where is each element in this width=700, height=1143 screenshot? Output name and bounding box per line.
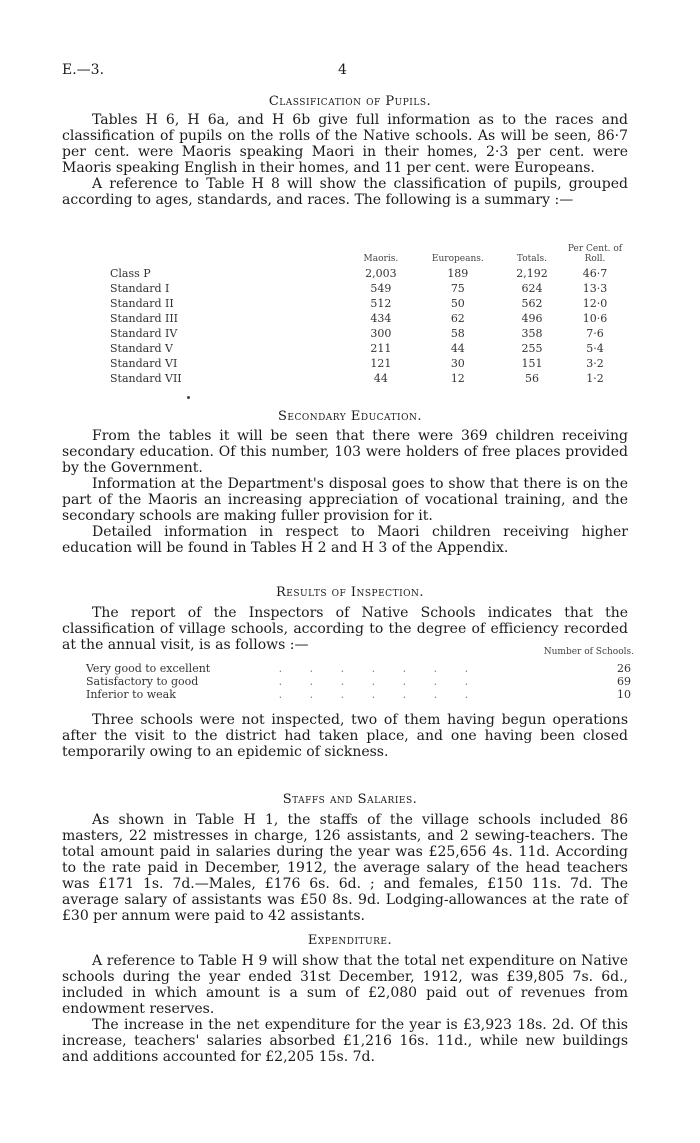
summary-row-label: Standard V bbox=[110, 342, 173, 355]
summary-row-percent: 46·7 bbox=[582, 267, 608, 280]
summary-row-europeans: 75 bbox=[450, 282, 465, 295]
inspection-heading bbox=[0, 585, 700, 600]
summary-row bbox=[110, 311, 630, 326]
summary-row-totals: 255 bbox=[521, 342, 543, 355]
secondary-paragraph-1: From the tables it will be seen that there were 369 children receiving secondary education. Of this number, 103 were holders of free places provided by the Government. bbox=[62, 428, 628, 476]
summary-row-maoris: 549 bbox=[370, 282, 392, 295]
inspection-row-leader: . . . . . . . bbox=[278, 662, 481, 675]
summary-row-totals: 151 bbox=[521, 357, 543, 370]
inspection-row-label: Satisfactory to good bbox=[86, 675, 199, 688]
summary-row-percent: 10·6 bbox=[582, 312, 608, 325]
inspection-heading-text: Results of Inspection. bbox=[275, 585, 425, 600]
summary-header-totals: Totals. bbox=[516, 254, 547, 264]
inspection-row bbox=[86, 662, 631, 675]
secondary-heading-text: Secondary Education. bbox=[277, 409, 423, 424]
summary-row-maoris: 434 bbox=[370, 312, 392, 325]
summary-row bbox=[110, 281, 630, 296]
summary-row-europeans: 50 bbox=[450, 297, 465, 310]
stray-dot bbox=[187, 396, 190, 399]
summary-row-maoris: 512 bbox=[370, 297, 392, 310]
summary-row bbox=[110, 326, 630, 341]
summary-header-row bbox=[110, 244, 630, 266]
inspection-row bbox=[86, 688, 631, 701]
expenditure-heading bbox=[0, 933, 700, 948]
summary-row bbox=[110, 371, 630, 386]
inspection-row-leader: . . . . . . . bbox=[278, 675, 481, 688]
inspection-row-label: Very good to excellent bbox=[86, 662, 211, 675]
inspection-row-leader: . . . . . . . bbox=[278, 688, 481, 701]
classification-text bbox=[62, 112, 628, 208]
classification-heading-text: Classification of Pupils. bbox=[268, 94, 432, 109]
summary-row-europeans: 30 bbox=[450, 357, 465, 370]
summary-row-totals: 56 bbox=[524, 372, 539, 385]
summary-row-label: Standard VI bbox=[110, 357, 178, 370]
expenditure-heading-text: Expenditure. bbox=[307, 933, 393, 948]
summary-row bbox=[110, 356, 630, 371]
secondary-heading bbox=[0, 409, 700, 424]
staffs-heading-text: Staffs and Salaries. bbox=[282, 792, 418, 807]
staffs-paragraph-1: As shown in Table H 1, the staffs of the village schools included 86 masters, 22 mistresses in charge, 126 assistants, and 2 sewing-teachers. The total amount paid in salaries during the year was £25,656 4s. 11d. According to the rate paid in December, 1912, the average salary of the head teachers was £171 1s. 7d.—Males, £176 6s. 6d. ; and females, £150 11s. 7d. The average salary of assistants was £50 8s. 9d. Lodging-allowances at the rate of £30 per annum were paid to 42 assistants. bbox=[62, 812, 628, 924]
inspection-row-count: 26 bbox=[617, 662, 631, 675]
summary-row bbox=[110, 266, 630, 281]
staffs-text bbox=[62, 812, 628, 924]
inspection-paragraph-1: The report of the Inspectors of Native Schools indicates that the classification of village schools, according to the degree of efficiency recorded at the annual visit, is as follows :— bbox=[62, 605, 628, 653]
summary-row bbox=[110, 296, 630, 311]
expenditure-paragraph-2: The increase in the net expenditure for the year is £3,923 18s. 2d. Of this increase, teachers' salaries absorbed £1,216 16s. 11d., while new buildings and additions accounted for £2,205 15s. 7d. bbox=[62, 1017, 628, 1065]
summary-row-percent: 7·6 bbox=[586, 327, 604, 340]
summary-row-label: Standard III bbox=[110, 312, 179, 325]
summary-header-europeans: Europeans. bbox=[431, 254, 484, 264]
summary-row-totals: 624 bbox=[521, 282, 543, 295]
summary-row-label: Standard II bbox=[110, 297, 174, 310]
summary-header-percent: Per Cent. of Roll. bbox=[567, 244, 623, 264]
classification-paragraph-1: Tables H 6, H 6a, and H 6b give full information as to the races and classification of pupils on the rolls of the Native schools. As will be seen, 86·7 per cent. were Maoris speaking Maori in their homes, 2·3 per cent. were Maoris speaking English in their homes, and 11 per cent. were Europeans. bbox=[62, 112, 628, 176]
summary-row-totals: 562 bbox=[521, 297, 543, 310]
summary-row-label: Class P bbox=[110, 267, 151, 280]
summary-row-label: Standard VII bbox=[110, 372, 182, 385]
pupil-summary-table bbox=[110, 244, 630, 386]
summary-header-blank bbox=[110, 244, 350, 266]
summary-row-totals: 2,192 bbox=[516, 267, 548, 280]
inspection-row-count: 69 bbox=[617, 675, 631, 688]
number-of-schools-label: Number of Schools. bbox=[543, 647, 634, 657]
summary-row-maoris: 300 bbox=[370, 327, 392, 340]
summary-row-percent: 1·2 bbox=[586, 372, 604, 385]
summary-row-percent: 3·2 bbox=[586, 357, 604, 370]
summary-row-europeans: 189 bbox=[447, 267, 469, 280]
summary-row-maoris: 2,003 bbox=[365, 267, 397, 280]
summary-row-maoris: 44 bbox=[373, 372, 388, 385]
secondary-text bbox=[62, 428, 628, 556]
secondary-paragraph-2: Information at the Department's disposal goes to show that there is on the part of the Maoris an increasing appreciation of vocational training, and the secondary schools are making fuller provision for it. bbox=[62, 476, 628, 524]
summary-row-totals: 358 bbox=[521, 327, 543, 340]
summary-row-label: Standard I bbox=[110, 282, 170, 295]
inspection-table bbox=[86, 662, 631, 701]
inspection-text-2 bbox=[62, 712, 628, 760]
expenditure-paragraph-1: A reference to Table H 9 will show that the total net expenditure on Native schools during the year ended 31st December, 1912, was £39,805 7s. 6d., included in which amount is a sum of £2,080 paid out of revenues from endowment reserves. bbox=[62, 953, 628, 1017]
inspection-text bbox=[62, 605, 628, 653]
summary-row-percent: 13·3 bbox=[582, 282, 608, 295]
summary-row-label: Standard IV bbox=[110, 327, 178, 340]
inspection-row bbox=[86, 675, 631, 688]
summary-row-europeans: 12 bbox=[450, 372, 465, 385]
page-number: 4 bbox=[338, 62, 347, 78]
summary-row-europeans: 62 bbox=[450, 312, 465, 325]
summary-row-maoris: 121 bbox=[370, 357, 392, 370]
inspection-row-count: 10 bbox=[617, 688, 631, 701]
summary-row-europeans: 58 bbox=[450, 327, 465, 340]
inspection-paragraph-2: Three schools were not inspected, two of them having begun operations after the visit to the district had taken place, and one having been closed temporarily owing to an epidemic of sickness. bbox=[62, 712, 628, 760]
secondary-paragraph-3: Detailed information in respect to Maori children receiving higher education will be found in Tables H 2 and H 3 of the Appendix. bbox=[62, 524, 628, 556]
summary-header-maoris: Maoris. bbox=[363, 254, 399, 264]
classification-paragraph-2: A reference to Table H 8 will show the classification of pupils, grouped according to ages, standards, and races. The following is a summary :— bbox=[62, 176, 628, 208]
summary-row-totals: 496 bbox=[521, 312, 543, 325]
summary-row-percent: 5·4 bbox=[586, 342, 604, 355]
document-reference: E.—3. bbox=[62, 62, 105, 78]
summary-row-europeans: 44 bbox=[450, 342, 465, 355]
expenditure-text bbox=[62, 953, 628, 1065]
inspection-row-label: Inferior to weak bbox=[86, 688, 176, 701]
staffs-heading bbox=[0, 792, 700, 807]
summary-row bbox=[110, 341, 630, 356]
summary-row-percent: 12·0 bbox=[582, 297, 608, 310]
summary-row-maoris: 211 bbox=[370, 342, 392, 355]
classification-heading bbox=[0, 94, 700, 109]
